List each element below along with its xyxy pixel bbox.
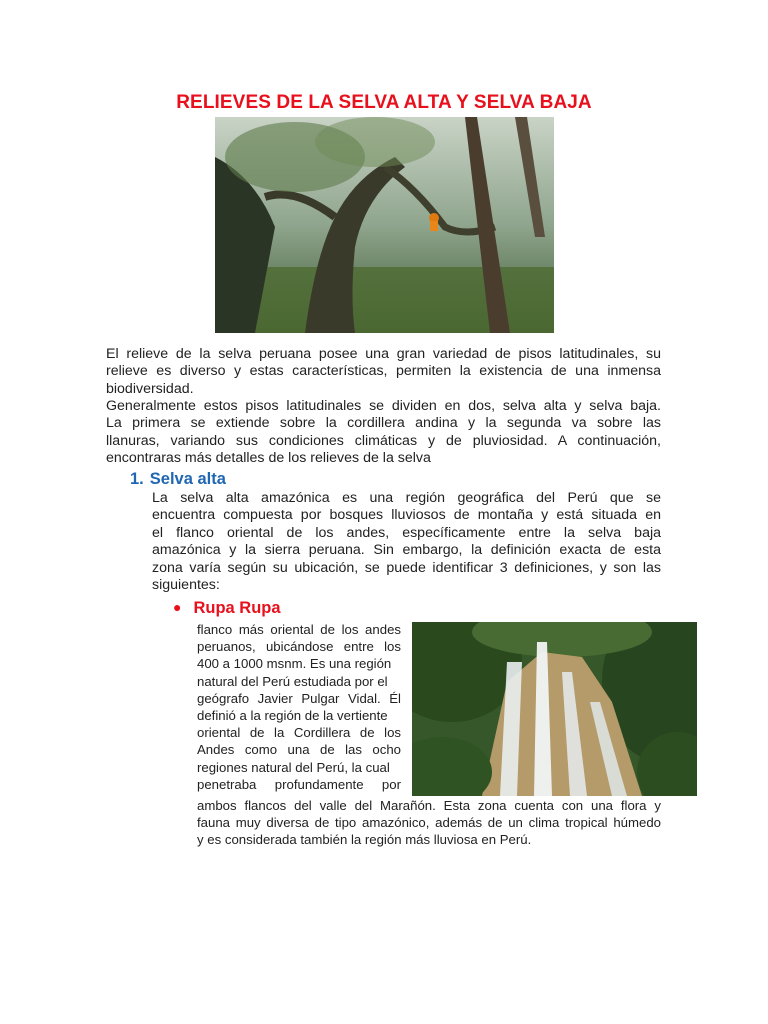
intro2-line-1: Generalmente estos pisos latitudinales se dividen en dos, selva alta y selva baja. [106, 398, 661, 414]
intro-paragraph-2 [106, 398, 661, 468]
intro-line-1: El relieve de la selva peruana posee una gran variedad de pisos latitudinales, su [106, 346, 661, 362]
rupa-wide-line-3: y es considerada también la región más lluviosa en Perú. [197, 832, 532, 848]
intro-line-2: relieve es diverso y estas características, permiten la existencia de una inmensa [106, 363, 661, 380]
selva-alta-line-3: el flanco oriental de los andes, específicamente entre la selva baja [152, 524, 661, 541]
document-title: RELIEVES DE LA SELVA ALTA Y SELVA BAJA [176, 92, 592, 113]
bullet-rupa-rupa [173, 599, 281, 618]
rupa-rupa-text [197, 621, 401, 793]
rupa-line-3: 400 a 1000 msnm. Es una región [197, 656, 392, 672]
rupa-wide-line-1: ambos flancos del valle del Marañón. Esta zona cuenta con una flora y [197, 798, 661, 813]
rupa-rupa-text-continued [197, 797, 661, 849]
selva-alta-line-6: siguientes: [152, 577, 220, 594]
rupa-line-6: definió a la región de la vertiente [197, 708, 388, 724]
intro-paragraph [106, 346, 661, 398]
rupa-line-7: oriental de la Cordillera de los [197, 725, 401, 741]
rupa-line-2: peruanos, ubicándose entre los [197, 639, 401, 655]
bullet-dot-icon: ● [173, 599, 182, 615]
section-heading-selva-alta [130, 470, 226, 489]
rupa-line-1: flanco más oriental de los andes [197, 622, 401, 637]
selva-alta-line-4: amazónica y la sierra peruana. Sin embargo, la definición exacta de esta [152, 542, 661, 559]
rupa-line-9: regiones natural del Perú, la cual [197, 759, 390, 775]
intro2-line-2: La primera se extiende sobre la cordillera andina y la segunda va sobre las [106, 415, 661, 432]
rupa-line-5: geógrafo Javier Pulgar Vidal. Él [197, 690, 401, 706]
selva-alta-line-2: encuentra compuesta por bosques lluviosos de montaña y está situada en [152, 507, 661, 524]
selva-alta-line-5: zona varía según su ubicación, se puede identificar 3 definiciones, y son las [152, 559, 661, 576]
rupa-line-8: Andes como una de las ocho [197, 742, 401, 758]
intro-line-3: biodiversidad. [106, 380, 194, 397]
section-number: 1. [130, 470, 144, 488]
forest-photo [215, 117, 554, 333]
intro2-line-3: llanuras, variando sus condiciones climáticas y de pluviosidad. A continuación, [106, 432, 661, 449]
intro2-line-4: encontraras más detalles de los relieves de la selva [106, 450, 431, 467]
rupa-line-10: penetraba profundamente por [197, 776, 401, 792]
section-heading-text: Selva alta [149, 470, 226, 488]
waterfall-photo [412, 622, 697, 796]
rupa-line-4: natural del Perú estudiada por el [197, 673, 388, 689]
bullet-heading: Rupa Rupa [193, 599, 281, 617]
selva-alta-line-1: La selva alta amazónica es una región geográfica del Perú que se [152, 490, 661, 506]
rupa-wide-line-2: fauna muy diversa de tipo amazónico, además de un clima tropical húmedo [197, 815, 661, 831]
selva-alta-paragraph [152, 490, 661, 594]
